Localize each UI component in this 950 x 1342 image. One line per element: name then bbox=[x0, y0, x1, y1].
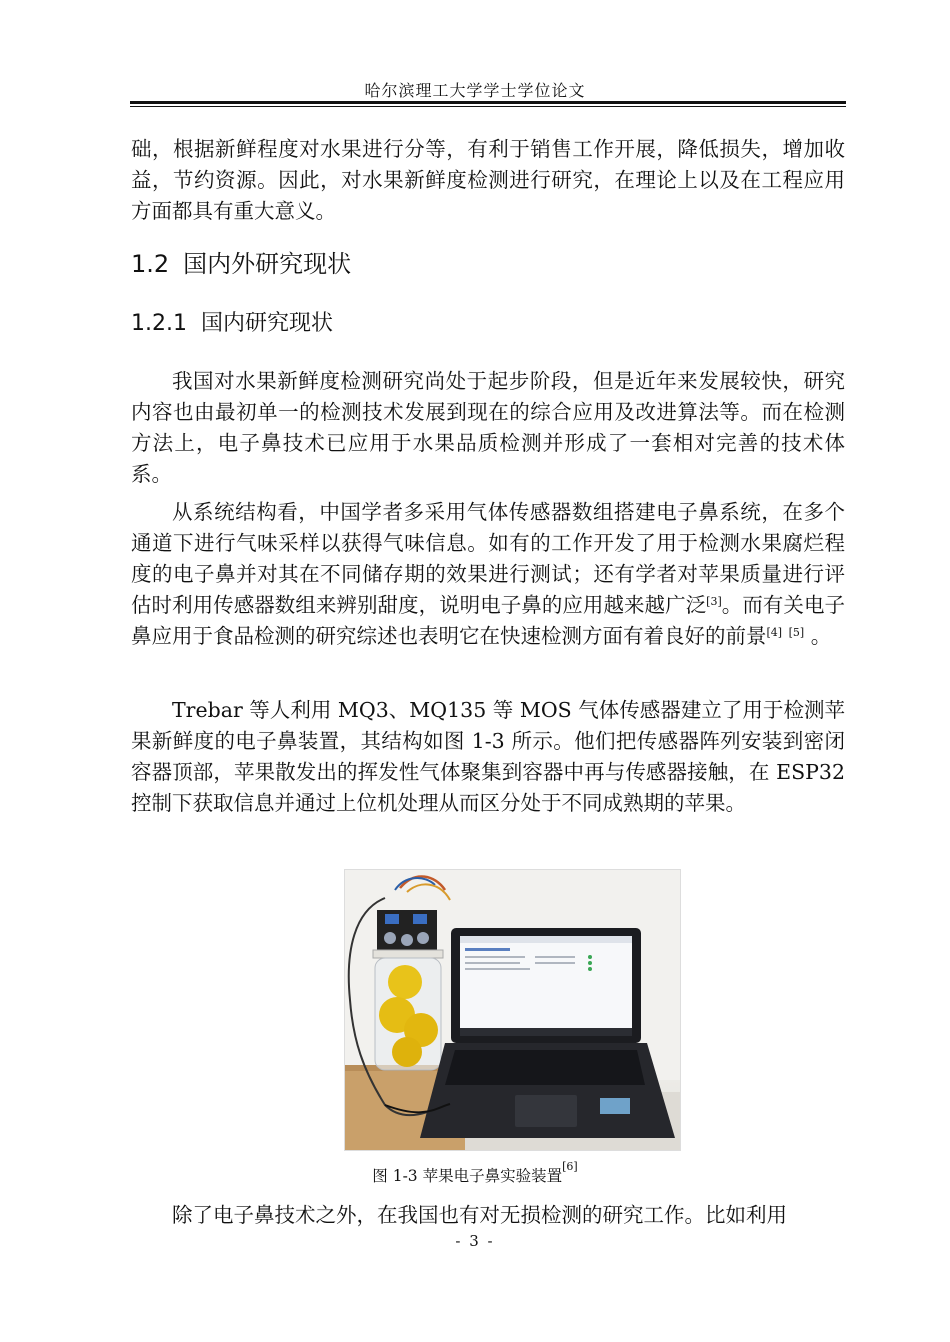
page-number: - 3 - bbox=[455, 1232, 495, 1250]
paragraph-intro: 础，根据新鲜程度对水果进行分等，有利于销售工作开展，降低损失，增加收益，节约资源。因此，对水果新鲜度检测进行研究，在理论上以及在工程应用方面都具有重大意义。 bbox=[131, 137, 845, 223]
paragraph-3: Trebar 等人利用 MQ3、MQ135 等 MOS 气体传感器建立了用于检测苹果新鲜度的电子鼻装置，其结构如图 1-3 所示。他们把传感器阵列安装到密闭容器顶部，苹果散发出的挥发性气体聚集到容器中再与传感器接触，在 ESP32 控制下获取信息并通过上位机处理从而区分处于不同成熟期的苹果。 bbox=[131, 698, 845, 815]
subsection-title: 国内研究现状 bbox=[200, 311, 333, 336]
page-header-title: 哈尔滨理工大学学士学位论文 bbox=[364, 81, 586, 100]
header-rule-thin bbox=[130, 106, 846, 107]
figure-apple-enose-photo bbox=[344, 869, 681, 1151]
citation-5: [5] bbox=[788, 626, 805, 639]
citation-3: [3] bbox=[706, 595, 722, 608]
subsection-heading bbox=[131, 306, 333, 337]
paragraph-4: 除了电子鼻技术之外，在我国也有对无损检测的研究工作。比如利用 bbox=[172, 1203, 787, 1227]
header-rule-thick bbox=[130, 101, 846, 104]
paragraph-2 bbox=[131, 497, 845, 652]
paragraph-1: 我国对水果新鲜度检测研究尚处于起步阶段，但是近年来发展较快，研究内容也由最初单一的检测技术发展到现在的综合应用及改进算法等。而在检测方法上，电子鼻技术已应用于水果品质检测并形成了一套相对完善的技术体系。 bbox=[131, 369, 845, 486]
subsection-number: 1.2.1 bbox=[131, 311, 187, 336]
section-title: 国内外研究现状 bbox=[183, 250, 352, 278]
section-number: 1.2 bbox=[131, 250, 170, 278]
paragraph-2-text-b: 。而有关电子鼻应用于食品检测的研究综述也表明它在快速检测方面有着良好的前景 bbox=[131, 593, 845, 648]
photo-illustration bbox=[345, 870, 680, 1150]
paragraph-2-text-a: 从系统结构看，中国学者多采用气体传感器数组搭建电子鼻系统，在多个通道下进行气味采样以获得气味信息。如有的工作开发了用于检测水果腐烂程度的电子鼻并对其在不同储存期的效果进行测试；还有学者对苹果质量进行评估时利用传感器数组来辨别甜度，说明电子鼻的应用越来越广泛 bbox=[131, 500, 845, 617]
citation-4: [4] bbox=[766, 626, 783, 639]
section-heading bbox=[131, 244, 351, 279]
laptop-icon bbox=[420, 928, 675, 1138]
figure-caption-text: 图 1-3 苹果电子鼻实验装置 bbox=[372, 1167, 563, 1185]
sensor-array-icon bbox=[377, 910, 437, 952]
paragraph-2-text-c: 。 bbox=[810, 624, 832, 648]
figure-caption bbox=[0, 1160, 950, 1186]
citation-6: [6] bbox=[562, 1160, 578, 1173]
